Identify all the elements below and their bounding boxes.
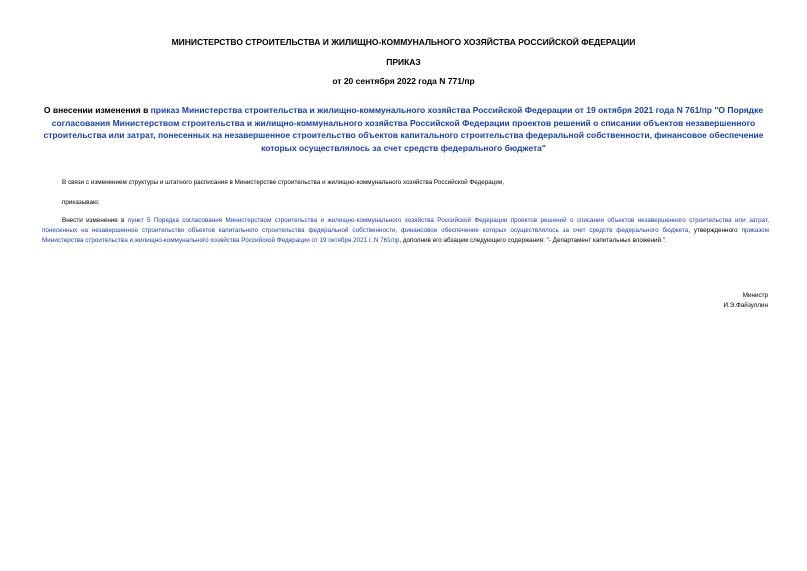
title-prefix: О внесении изменения в — [43, 105, 151, 115]
document-title — [40, 104, 767, 154]
signature-block — [723, 291, 768, 311]
signatory-position: Министр — [742, 292, 768, 299]
document-type: ПРИКАЗ — [386, 57, 421, 67]
amendment-text-1: Внести изменение в — [62, 217, 128, 224]
ministry-name: МИНИСТЕРСТВО СТРОИТЕЛЬСТВА И ЖИЛИЩНО-КОММУНАЛЬНОГО ХОЗЯЙСТВА РОССИЙСКОЙ ФЕДЕРАЦИИ — [171, 37, 636, 47]
amendment-paragraph — [42, 216, 769, 246]
amendment-text-2: , утвержденного — [688, 227, 742, 234]
link-item-5-procedure[interactable]: пункт 5 Порядка согласования Министерством строительства и жилищно-коммунального хозяйства Российской Федерации проектов решений о списании объектов незавершенного строительства или затрат, понесенных на незавершенное строительство объектов капитального строительства федеральной собственности, финансовое обеспечение которых осуществлялось за счет средств федерального бюджета — [42, 217, 769, 234]
document-date: от 20 сентября 2022 года N 771/пр — [332, 76, 475, 86]
order-word-paragraph: приказываю: — [62, 199, 100, 206]
title-link-order-761[interactable]: приказ Министерства строительства и жилищно-коммунального хозяйства Российской Федерации от 19 октября 2021 года N 761/пр "О Порядке согласования Министерством строительства и жилищно-коммунального хозяйства Российской Федерации проектов решений о списании объектов незавершенного строительства или затрат, понесенных на незавершенное строительство объектов капитального строительства федеральной собственности, финансовое обеспечение которых осуществлялось за счет средств федерального бюджета" — [43, 105, 764, 153]
amendment-text-3: , дополнив его абзацем следующего содержания: "- Департамент капитальных вложений.". — [399, 237, 667, 244]
link-order-761[interactable]: приказом Министерства строительства и жилищно-коммунального хозяйства Российской Федерации от 19 октября 2021 г. N 761/пр — [42, 227, 769, 244]
preamble-paragraph: В связи с изменением структуры и штатного расписания в Министерстве строительства и жилищно-коммунального хозяйства Российской Федерации, — [62, 179, 505, 186]
signatory-name: И.Э.Файзуллин — [723, 302, 768, 309]
